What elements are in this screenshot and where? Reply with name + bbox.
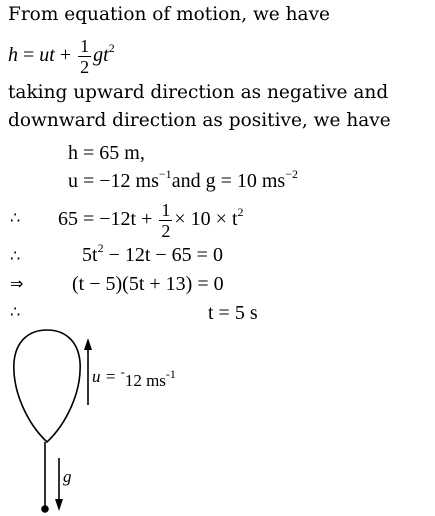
ground-point: [41, 505, 49, 513]
velocity-exp: -1: [165, 367, 176, 381]
given-g-text: and g = 10 ms: [171, 170, 286, 192]
therefore-symbol-2: ∴: [10, 246, 21, 265]
given-u-exp: −1: [158, 167, 172, 181]
velocity-label: [92, 366, 176, 389]
velocity-u: u =: [92, 367, 121, 386]
gravity-label: g: [63, 467, 72, 486]
gravity-arrow-head: [55, 499, 63, 511]
velocity-minus: -: [120, 364, 125, 379]
given-g-exp: −2: [285, 167, 298, 181]
implies-symbol: ⇒: [10, 274, 24, 293]
step3-equation: (t − 5)(5t + 13) = 0: [72, 273, 224, 295]
eq1-lhs: h: [8, 44, 18, 67]
therefore-symbol-1: ∴: [10, 208, 21, 227]
trajectory-loop: [14, 330, 80, 442]
eq1-plus: +: [59, 44, 72, 67]
therefore-symbol-3: ∴: [10, 302, 21, 321]
sign-convention-line2: downward direction as positive, we have: [8, 110, 391, 131]
step1-frac-num: 1: [161, 200, 171, 220]
velocity-arrow-head: [84, 338, 92, 350]
step2-exp: 2: [97, 241, 104, 255]
velocity-value: 12 ms: [124, 371, 166, 390]
given-height: h = 65 m,: [68, 142, 145, 164]
eq1-frac-den: 2: [80, 57, 90, 77]
step2-a: 5t: [82, 244, 98, 266]
step1-exp: 2: [237, 205, 244, 220]
step1-rhs: × 10 × t: [174, 208, 238, 231]
eq1-exp: 2: [108, 41, 115, 56]
eq1-equals: =: [23, 44, 40, 67]
step2-b: − 12t − 65 = 0: [103, 244, 223, 266]
sign-convention-line1: taking upward direction as negative and: [8, 82, 389, 103]
intro-text: From equation of motion, we have: [8, 4, 330, 25]
eq1-ut: ut: [39, 44, 55, 67]
step1-lhs: 65 = −12t +: [58, 208, 153, 231]
step4-equation: t = 5 s: [208, 302, 258, 324]
eq1-gt: gt: [93, 44, 109, 67]
step1-frac-den: 2: [161, 221, 171, 241]
given-u-text: u = −12 ms: [68, 170, 159, 192]
eq1-frac-num: 1: [80, 36, 90, 56]
